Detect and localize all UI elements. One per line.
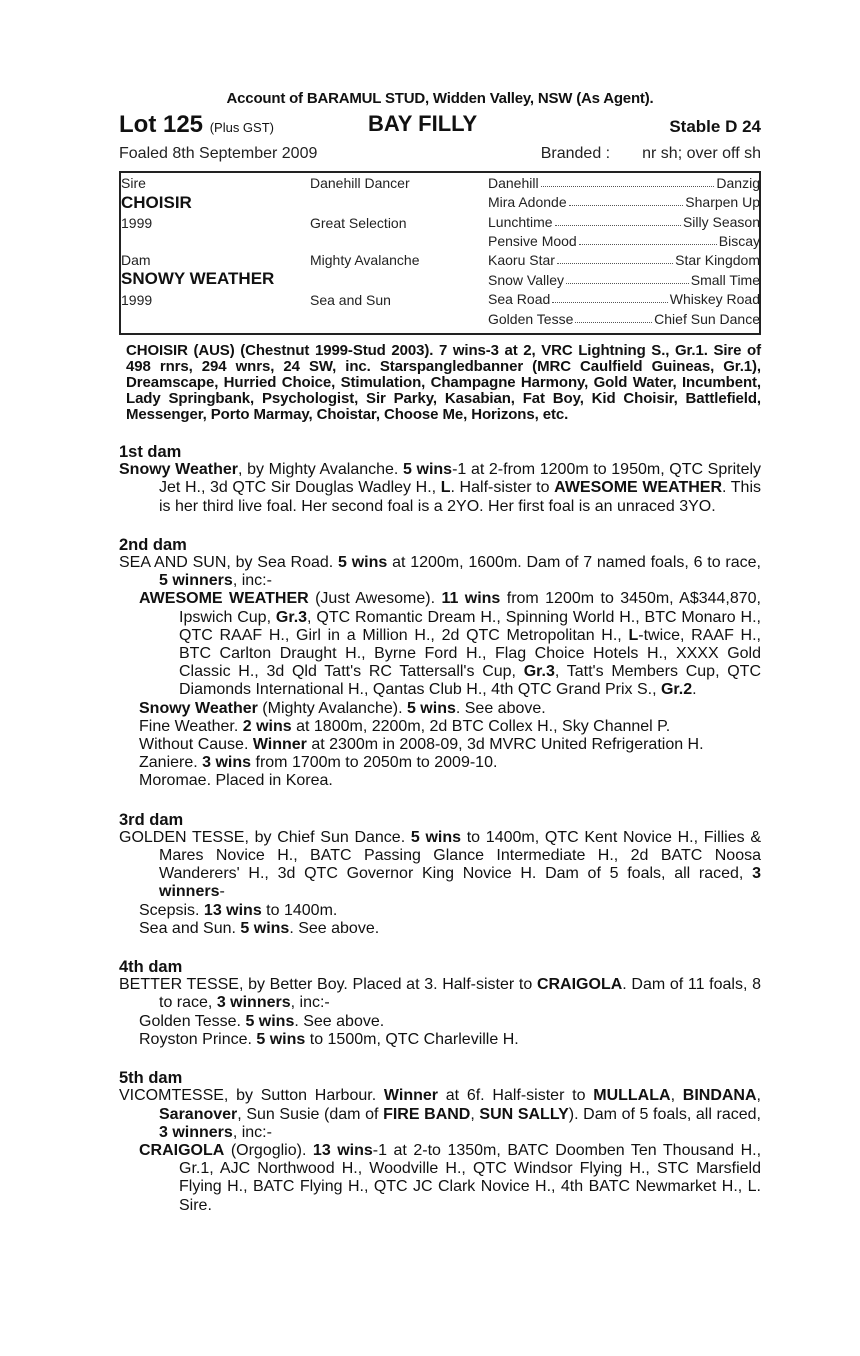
text-run: , inc:- [232,572,272,590]
text-run: . Half-sister to [450,479,555,497]
first-dam-section [119,443,761,516]
ancestor-name: Pensive Mood [488,233,577,249]
fourth-dam-section [119,958,761,1049]
ancestor-sire: Small Time [690,272,760,288]
text-run: - [219,883,225,901]
text-run: at 6f. Half-sister to [437,1087,594,1105]
ancestor-sire: Sharpen Up [685,194,760,210]
text-run: , [756,1087,761,1105]
progeny-paragraph [119,1031,761,1049]
dam-year: 1999 [121,292,153,308]
ancestor-name: Golden Tesse [488,311,574,327]
sire-summary: CHOISIR (AUS) (Chestnut 1999-Stud 2003). 7 wins-3 at 2, VRC Lightning S., Gr.1. Sire of 498 rnrs, 294 wnrs, 24 SW, inc. Starspangledbanner (MRC Caulfield Guineas, Gr.1), Dreamscape, Hurried Choice, Stimulation, Champagne Harmony, Gold Water, Incumbent, Lady Springbank, Psychologist, Sir Parky, Kasabian, Fat Boy, Kid Choisir, Battlefield, Messenger, Porto Marmay, Choistar, Choose Me, Horizons, etc. [126,342,761,423]
progeny-paragraph [119,902,761,920]
gst-note: (Plus GST) [209,120,274,135]
bold-text: 3 winners [159,1123,233,1141]
bold-text: BINDANA [682,1087,757,1105]
text-run: Royston Prince. [139,1030,257,1048]
text-run: to 1400m. [261,901,338,919]
bold-text: 5 wins [410,828,462,846]
bold-text: 5 wins [406,699,456,717]
bold-text: 5 wins [245,1012,295,1030]
text-run: . [692,681,697,699]
leader-dots [569,194,684,206]
text-run: Scepsis. [139,901,204,919]
text-run: from 1200m to 3450m, A$344,870, Ipswich Cup, [179,590,761,626]
bold-text: 11 wins [441,590,501,608]
text-run: at 1800m, 2200m, 2d BTC Collex H., Sky Channel P. [291,717,671,735]
bold-text: AWESOME WEATHER [139,590,309,608]
dam-sire: Mighty Avalanche [310,252,420,268]
text-run: Fine Weather. [139,717,243,735]
text-run: . Dam of 11 foals, 8 to race, [159,976,762,1012]
text-run: . This is her third live foal. Her second foal is a 2YO. Her first foal is an unraced 3YO. [159,479,762,515]
stable-location: Stable D 24 [669,117,761,136]
progeny-paragraph [119,920,761,938]
dam-name: SNOWY WEATHER [121,269,275,288]
ancestor-sire: Danzig [716,175,760,191]
grandparent-row [488,214,760,230]
branded-info [541,145,761,163]
section-title: 3rd dam [119,810,184,829]
text-run: , [670,1087,683,1105]
foaled-date: Foaled 8th September 2009 [119,145,318,162]
bold-text: 3 winners [159,865,761,901]
progeny-paragraph: Moromae. Placed in Korea. [139,772,333,790]
leader-dots [541,175,715,187]
text-run: ). Dam of 5 foals, all raced, [568,1105,762,1123]
pedigree-table [119,171,761,335]
text-run: , inc:- [290,994,330,1012]
horse-description: BAY FILLY [368,111,478,136]
grandparent-row [488,194,760,210]
ancestor-sire: Biscay [718,233,760,249]
progeny-paragraph [119,754,761,772]
leader-dots [579,233,717,245]
bold-text: Winner [383,1087,438,1105]
text-run: (Orgoglio). [224,1141,313,1159]
text-run: , [470,1105,480,1123]
ancestor-name: Sea Road [488,291,551,307]
progeny-paragraph [119,1142,761,1215]
dam-dam: Sea and Sun [310,292,391,308]
bold-text: Winner [252,736,307,754]
foaled-row [119,145,761,163]
third-dam-section [119,811,761,938]
text-run: at 2300m in 2008-09, 3d MVRC United Refrigeration H. [306,736,704,754]
bold-text: 3 wins [202,754,252,772]
text-run: , Sun Susie (dam of [237,1105,384,1123]
sire-name: CHOISIR [121,193,192,212]
bold-text: 5 winners [159,572,233,590]
bold-text: MULLALA [593,1087,671,1105]
text-run: , inc:- [232,1123,272,1141]
ancestor-name: Danehill [488,175,539,191]
bold-text: 5 wins [240,919,290,937]
fifth-dam-section [119,1069,761,1215]
dam-paragraph [119,1087,761,1142]
ancestor-sire: Chief Sun Dance [654,311,760,327]
sire-label: Sire [121,175,146,191]
grandparent-row [488,291,760,307]
text-run: -twice, RAAF H., BTC Carlton Draught H., Byrne Ford H., Flag Choice Hotels H., XXXX Gold Classic H., 3d Qld Tatt's RC Tattersall's Cup, [179,626,762,681]
catalogue-page [119,88,761,1215]
ancestor-sire: Silly Season [682,214,760,230]
text-run: to 1500m, QTC Charleville H. [305,1030,519,1048]
bold-text: Gr.2 [660,681,693,699]
grandparent-row [488,233,760,249]
progeny-paragraph [119,700,761,718]
text-run: VICOMTESSE, by Sutton Harbour. [119,1087,384,1105]
ancestor-name: Snow Valley [488,272,565,288]
bold-text: Saranover [159,1105,238,1123]
text-run: (Just Awesome). [308,590,442,608]
text-run: , QTC Romantic Dream H., Spinning World H., BTC Monaro H., QTC RAAF H., Girl in a Million H., 2d QTC Metropolitan H., [179,608,761,644]
text-run: . See above. [289,919,380,937]
dam-paragraph [119,554,761,590]
text-run: -1 at 2-from 1200m to 1950m, QTC Spritely Jet H., 3d QTC Sir Douglas Wadley H., [159,461,762,497]
bold-text: Gr.3 [523,663,555,681]
progeny-paragraph [119,590,761,699]
ancestor-name: Lunchtime [488,214,553,230]
section-title: 4th dam [119,958,183,977]
dam-paragraph [119,976,761,1012]
bold-text: 5 wins [256,1030,306,1048]
dam-label: Dam [121,252,151,268]
bold-text: 13 wins [312,1141,373,1159]
branded-value: nr sh; over off sh [642,145,761,162]
ancestor-name: Mira Adonde [488,194,567,210]
text-run: at 1200m, 1600m. Dam of 7 named foals, 6 to race, [387,554,761,572]
bold-text: Snowy Weather [119,461,239,479]
section-title: 2nd dam [119,535,187,554]
text-run: SEA AND SUN, by Sea Road. [119,554,339,572]
grandparent-row [488,272,760,288]
text-run: to 1400m, QTC Kent Novice H., Fillies & Mares Novice H., BATC Passing Glance Intermediate H., 2d BATC Noosa Wanderers' H., 3d QTC Governor King Novice H. Dam of 5 foals, all raced, [159,828,762,883]
ancestor-name: Kaoru Star [488,252,555,268]
bold-text: 5 wins [338,554,388,572]
second-dam-section [119,536,761,791]
ancestor-sire: Star Kingdom [675,252,760,268]
dam-paragraph [119,461,761,516]
bold-text: FIRE BAND [383,1105,471,1123]
bold-text: L [440,479,451,497]
ancestor-sire: Whiskey Road [669,291,760,307]
bold-text: Gr.3 [275,608,308,626]
progeny-paragraph [119,736,761,754]
leader-dots [557,252,673,264]
sire-dam: Great Selection [310,215,407,231]
text-run: GOLDEN TESSE, by Chief Sun Dance. [119,828,411,846]
vendor-account: Account of BARAMUL STUD, Widden Valley, NSW (As Agent). [226,90,654,107]
bold-text: AWESOME WEATHER [554,479,723,497]
text-run: Golden Tesse. [139,1012,246,1030]
text-run: . See above. [455,699,546,717]
text-run: (Mighty Avalanche). [257,699,407,717]
text-run: Without Cause. [139,736,253,754]
bold-text: CRAIGOLA [139,1141,225,1159]
section-title: 1st dam [119,443,182,461]
bold-text: CRAIGOLA [536,976,623,994]
bold-text: 2 wins [242,717,292,735]
leader-dots [552,291,667,303]
grandparent-row [488,311,760,327]
bold-text: 13 wins [203,901,262,919]
lot-header [119,111,761,139]
bold-text: 3 winners [216,994,291,1012]
leader-dots [575,311,652,323]
text-run: BETTER TESSE, by Better Boy. Placed at 3. Half-sister to [119,976,537,994]
text-run: , Tatt's Members Cup, QTC Diamonds International H., Qantas Club H., 4th QTC Grand Prix S., [179,663,762,699]
leader-dots [555,214,681,226]
progeny-paragraph [119,1013,761,1031]
grandparent-row [488,175,760,191]
text-run: -1 at 2-to 1350m, BATC Doomben Ten Thousand H., Gr.1, AJC Northwood H., Woodville H., QTC Windsor Flying H., STC Marsfield Flying H., BATC Flying H., QTC JC Clark Novice H., 4th BATC Newmarket H., L. Sire. [179,1141,762,1214]
leader-dots [566,272,689,284]
bold-text: L [628,626,639,644]
text-run: Sea and Sun. [139,919,241,937]
text-run: . See above. [294,1012,385,1030]
bold-text: Snowy Weather [139,699,258,717]
bold-text: 5 wins [403,461,453,479]
bold-text: SUN SALLY [479,1105,569,1123]
text-run: from 1700m to 2050m to 2009-10. [251,754,498,772]
sire-year: 1999 [121,215,153,231]
text-run: , by Mighty Avalanche. [238,461,403,479]
section-title: 5th dam [119,1069,183,1088]
lot-number [119,111,274,139]
text-run: Zaniere. [139,754,203,772]
lot-label: Lot 125 [119,111,204,138]
dam-paragraph [119,829,761,902]
sire-sire: Danehill Dancer [310,175,410,191]
grandparent-row [488,252,760,268]
branded-label: Branded : [540,145,611,162]
progeny-paragraph [119,718,761,736]
